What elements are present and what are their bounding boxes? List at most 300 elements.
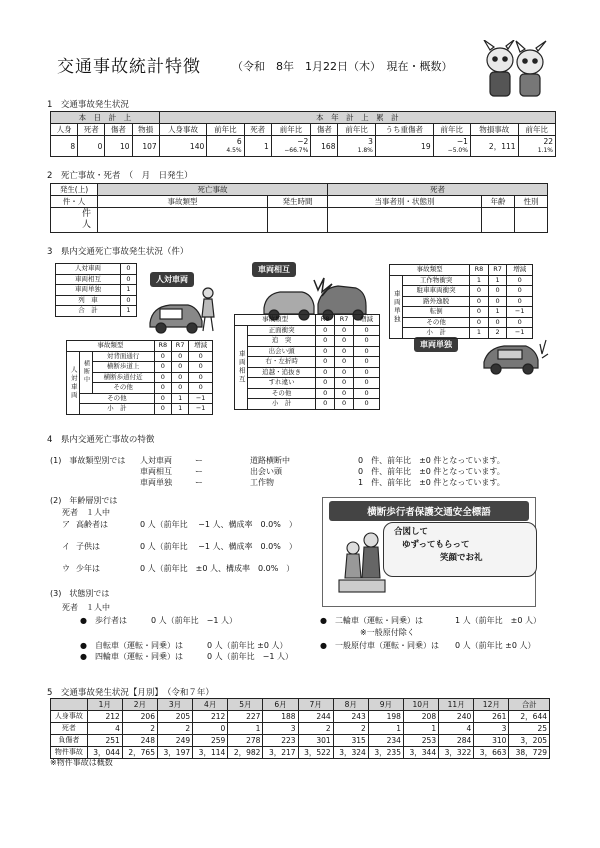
status-line: ● 自転車（運転・同乗）は 0 人（前年比 ±0 人） xyxy=(80,641,288,650)
year-col: 前年比 xyxy=(518,124,555,136)
status-line-right: ● 一般原付車（運転・同乗）は 0 人（前年比 ±0 人） xyxy=(320,641,536,650)
group-label: 車両相互 xyxy=(235,325,248,409)
month-value: 249 xyxy=(157,735,192,747)
year-value-number: 168 xyxy=(321,141,336,151)
year-value xyxy=(470,136,518,157)
type-line xyxy=(140,466,540,477)
month-header: 9月 xyxy=(368,699,403,711)
year-value-percent: 4.5% xyxy=(226,147,242,154)
month-value: 301 xyxy=(298,735,333,747)
r7-value: 0 xyxy=(488,296,507,307)
r8-value: 0 xyxy=(154,404,171,415)
age-line xyxy=(62,563,332,585)
today-col: 傷者 xyxy=(105,124,132,136)
subgroup-label: 横断中 xyxy=(80,351,93,393)
year-value-number: 6 xyxy=(236,137,242,146)
r7-value: 0 xyxy=(335,357,354,368)
summary-value: 0 xyxy=(120,295,136,306)
age-label: 高齢者は xyxy=(76,520,108,529)
month-value: 243 xyxy=(333,711,368,723)
type-subcategory: 道路横断中 xyxy=(250,456,290,465)
monthly-table xyxy=(50,698,550,759)
col-diff: 増減 xyxy=(507,265,533,276)
row-label: 物件事故 xyxy=(51,747,88,759)
row-label: 小 計 xyxy=(248,399,316,410)
year-col: 前年比 xyxy=(207,124,244,136)
r8-value: 0 xyxy=(470,307,489,318)
vehicle-vehicle-table xyxy=(234,314,380,410)
year-col: 死者 xyxy=(244,124,271,136)
row-label: その他 xyxy=(80,393,155,404)
status-line-right: ※一般原付除く xyxy=(360,628,415,637)
diff-value: 0 xyxy=(354,378,380,389)
year-col: 傷者 xyxy=(311,124,338,136)
year-value xyxy=(207,136,244,157)
year-value-number: 2，111 xyxy=(488,141,516,151)
diff-value: 0 xyxy=(189,372,213,383)
year-value xyxy=(338,136,375,157)
year-value-number: 3 xyxy=(368,137,373,146)
month-header: 1月 xyxy=(87,699,122,711)
age-cell xyxy=(482,208,515,233)
year-header: 本 年 計 上 累 計 xyxy=(159,112,555,124)
year-col: 物損事故 xyxy=(470,124,518,136)
month-value: 3，197 xyxy=(157,747,192,759)
today-value: 10 xyxy=(105,136,132,157)
month-value: 4 xyxy=(87,723,122,735)
month-value: 2 xyxy=(122,723,157,735)
month-value: 1 xyxy=(403,723,438,735)
diff-value: −1 xyxy=(507,328,533,339)
slogan-line-2: ゆずってもらって xyxy=(402,540,470,550)
month-value: 38，729 xyxy=(509,747,550,759)
month-header: 合計 xyxy=(509,699,550,711)
occurrence-header: 発生(上) xyxy=(51,184,98,196)
month-value: 3 xyxy=(263,723,298,735)
summary-value: 1 xyxy=(120,285,136,296)
col-diff: 増減 xyxy=(189,341,213,352)
year-value xyxy=(433,136,470,157)
by-status-heading: (3) 状態別では xyxy=(50,589,110,598)
year-col: うち重傷者 xyxy=(375,124,433,136)
row-label: その他 xyxy=(248,388,316,399)
today-col: 死者 xyxy=(78,124,105,136)
status-line: ● 歩行者は 0 人（前年比 −1 人） xyxy=(80,616,237,625)
row-label: 転倒 xyxy=(403,307,470,318)
row-label: その他 xyxy=(403,317,470,328)
month-value: 284 xyxy=(439,735,474,747)
count-nin: 人 xyxy=(81,220,91,230)
r7-value: 0 xyxy=(335,336,354,347)
month-value: 212 xyxy=(87,711,122,723)
r7-value: 0 xyxy=(172,351,189,362)
month-value: 3，217 xyxy=(263,747,298,759)
diff-value: −1 xyxy=(189,393,213,404)
year-col: 前年比 xyxy=(433,124,470,136)
count-cell xyxy=(51,208,98,233)
fatalities-header: 死者 xyxy=(328,184,548,196)
type-subcategory: 出会い頭 xyxy=(250,467,282,476)
col-r7: R7 xyxy=(488,265,507,276)
month-value: 2 xyxy=(298,723,333,735)
month-value: 227 xyxy=(228,711,263,723)
section-5-heading: 5 交通事故発生状況【月別】 （令和７年） xyxy=(47,688,214,698)
summary-label: 列 車 xyxy=(56,295,121,306)
r7-value: 1 xyxy=(172,404,189,415)
count-ken: 件 xyxy=(81,209,91,219)
row-label: 負傷者 xyxy=(51,735,88,747)
summary-label: 合 計 xyxy=(56,306,121,317)
month-header: 4月 xyxy=(193,699,228,711)
age-label: 少年は xyxy=(76,564,100,573)
report-date: （令和 8年 1月22日（木） 現在・概数） xyxy=(232,60,453,73)
summary-label: 車両単独 xyxy=(56,285,121,296)
tag-vehicle-vehicle: 車両相互 xyxy=(252,262,296,277)
single-vehicle-table xyxy=(389,264,533,339)
month-value: 2 xyxy=(157,723,192,735)
month-value: 259 xyxy=(193,735,228,747)
summary-value: 1 xyxy=(120,306,136,317)
diff-value: 0 xyxy=(354,399,380,410)
month-value: 3，344 xyxy=(403,747,438,759)
month-header: 12月 xyxy=(474,699,509,711)
slogan-box xyxy=(322,497,536,607)
row-label: 右・左折時 xyxy=(248,357,316,368)
month-value: 234 xyxy=(368,735,403,747)
summary-label: 人対車両 xyxy=(56,264,121,275)
today-col: 物損 xyxy=(132,124,159,136)
group-label: 車両単独 xyxy=(390,275,403,338)
section-3-heading: 3 県内交通死亡事故発生状況（件） xyxy=(47,247,189,257)
type-cell xyxy=(98,208,268,233)
month-value: 3 xyxy=(474,723,509,735)
section-1-heading: 1 交通事故発生状況 xyxy=(47,100,129,110)
fatal-accident-table xyxy=(50,183,548,233)
row-label: 横断歩道付近 xyxy=(92,372,154,383)
month-value: 244 xyxy=(298,711,333,723)
month-value: 25 xyxy=(509,723,550,735)
age-marker: イ xyxy=(62,542,70,551)
diff-value: 0 xyxy=(507,275,533,286)
year-col: 人身事故 xyxy=(159,124,207,136)
year-value-number: 1 xyxy=(264,141,269,151)
dash: ー xyxy=(195,456,203,465)
row-label: すれ違い xyxy=(248,378,316,389)
year-value-percent: −66.7% xyxy=(284,147,309,154)
year-value-percent: 1.8% xyxy=(357,147,373,154)
r7-value: 0 xyxy=(172,383,189,394)
year-value xyxy=(311,136,338,157)
col-r7: R7 xyxy=(335,315,354,326)
section-2-heading: 2 死亡事故・死者 （ 月 日発生） xyxy=(47,171,193,181)
col-type: 事故類型 xyxy=(390,265,470,276)
slogan-line-1: 合図して xyxy=(394,527,429,537)
fatal-accident-header: 死亡事故 xyxy=(98,184,328,196)
r8-value: 0 xyxy=(316,367,335,378)
dash: ー xyxy=(195,478,203,487)
r7-value: 2 xyxy=(488,328,507,339)
month-value: 212 xyxy=(193,711,228,723)
pedestrian-vehicle-table xyxy=(66,340,213,415)
month-header: 3月 xyxy=(157,699,192,711)
r8-value: 0 xyxy=(316,325,335,336)
count-person-header: 件・人 xyxy=(51,196,98,208)
month-value: 3，663 xyxy=(474,747,509,759)
month-value: 188 xyxy=(263,711,298,723)
col-diff: 増減 xyxy=(354,315,380,326)
row-label: 路外逸脱 xyxy=(403,296,470,307)
r7-value: 0 xyxy=(172,362,189,373)
month-value: 1 xyxy=(368,723,403,735)
col-r8: R8 xyxy=(154,341,171,352)
diff-value: 0 xyxy=(189,362,213,373)
diff-value: 0 xyxy=(354,346,380,357)
month-value: 315 xyxy=(333,735,368,747)
r7-value: 1 xyxy=(172,393,189,404)
row-label: 追 突 xyxy=(248,336,316,347)
r7-value: 0 xyxy=(335,388,354,399)
type-result: 1 件、前年比 ±0 件となっています。 xyxy=(358,478,505,487)
today-col: 人身 xyxy=(51,124,78,136)
diff-value: 0 xyxy=(354,325,380,336)
row-label: 横断歩道上 xyxy=(92,362,154,373)
month-value: 206 xyxy=(122,711,157,723)
month-value: 3，044 xyxy=(87,747,122,759)
row-label: その他 xyxy=(92,383,154,394)
today-value: 0 xyxy=(78,136,105,157)
r8-value: 0 xyxy=(316,388,335,399)
r8-value: 1 xyxy=(470,328,489,339)
r7-value: 1 xyxy=(488,307,507,318)
row-label: 死者 xyxy=(51,723,88,735)
year-col: 前年比 xyxy=(271,124,311,136)
r8-value: 0 xyxy=(154,372,171,383)
summary-value: 0 xyxy=(120,274,136,285)
r8-value: 0 xyxy=(316,378,335,389)
month-value: 3，324 xyxy=(333,747,368,759)
type-subcategory: 工作物 xyxy=(250,478,274,487)
age-header: 年齢 xyxy=(482,196,515,208)
r7-value: 0 xyxy=(335,378,354,389)
year-value xyxy=(375,136,433,157)
diff-value: −1 xyxy=(507,307,533,318)
diff-value: 0 xyxy=(189,383,213,394)
month-header: 7月 xyxy=(298,699,333,711)
month-value: 208 xyxy=(403,711,438,723)
r8-value: 0 xyxy=(470,286,489,297)
r7-value: 0 xyxy=(488,286,507,297)
pedestrian-car-illustration xyxy=(148,285,220,335)
type-category: 車両相互 xyxy=(140,467,172,476)
by-type-heading: (1) 事故類型別では xyxy=(50,456,126,465)
type-result: 0 件、前年比 ±0 件となっています。 xyxy=(358,456,505,465)
today-value: 107 xyxy=(132,136,159,157)
r8-value: 0 xyxy=(154,362,171,373)
month-value: 2，765 xyxy=(122,747,157,759)
year-value-number: 22 xyxy=(543,137,553,146)
r7-value: 0 xyxy=(488,317,507,328)
r7-value: 0 xyxy=(335,367,354,378)
diff-value: 0 xyxy=(354,388,380,399)
month-value: 0 xyxy=(193,723,228,735)
age-result: 0 人（前年比 ±0 人、構成率 0.0% ） xyxy=(140,564,295,573)
row-label: 駐車車両衝突 xyxy=(403,286,470,297)
r8-value: 0 xyxy=(154,393,171,404)
r8-value: 0 xyxy=(154,351,171,362)
year-value-number: −2 xyxy=(297,137,309,146)
time-header: 発生時間 xyxy=(268,196,328,208)
footnote: ※物件事故は概数 xyxy=(50,758,113,767)
diff-value: 0 xyxy=(507,296,533,307)
month-value: 251 xyxy=(87,735,122,747)
type-line xyxy=(140,477,540,488)
age-line xyxy=(62,519,332,541)
status-line-right: ● 二輪車（運転・同乗）は 1 人（前年比 ±0 人） xyxy=(320,616,541,625)
r8-value: 0 xyxy=(154,383,171,394)
status-line: ● 四輪車（運転・同乗）は 0 人（前年比 −1 人） xyxy=(80,652,293,661)
year-value xyxy=(271,136,311,157)
by-status-subhead: 死者 １人中 xyxy=(62,603,110,612)
month-value: 253 xyxy=(403,735,438,747)
month-value: 278 xyxy=(228,735,263,747)
today-header: 本 日 計 上 xyxy=(51,112,160,124)
r8-value: 0 xyxy=(316,399,335,410)
month-value: 3，114 xyxy=(193,747,228,759)
row-label: 小 計 xyxy=(80,404,155,415)
col-r7: R7 xyxy=(172,341,189,352)
slogan-bubble xyxy=(383,522,537,577)
r8-value: 0 xyxy=(316,346,335,357)
age-result: 0 人（前年比 −1 人、構成率 0.0% ） xyxy=(140,520,297,529)
party-cell xyxy=(328,208,482,233)
month-value: 205 xyxy=(157,711,192,723)
month-value: 310 xyxy=(474,735,509,747)
today-value: 8 xyxy=(51,136,78,157)
tag-pedestrian-vehicle: 人対車両 xyxy=(150,272,194,287)
year-value-number: −1 xyxy=(456,137,468,146)
year-value-number: 19 xyxy=(421,141,431,151)
row-label: 対背面通行 xyxy=(92,351,154,362)
col-type: 事故類型 xyxy=(67,341,155,352)
type-line xyxy=(140,455,540,466)
month-header: 11月 xyxy=(439,699,474,711)
diff-value: 0 xyxy=(507,317,533,328)
month-value: 2，982 xyxy=(228,747,263,759)
tag-single-vehicle: 車両単独 xyxy=(414,337,458,352)
month-header: 10月 xyxy=(403,699,438,711)
month-value: 3，522 xyxy=(298,747,333,759)
year-value xyxy=(518,136,555,157)
time-cell xyxy=(268,208,328,233)
party-header: 当事者別・状態別 xyxy=(328,196,482,208)
col-r8: R8 xyxy=(470,265,489,276)
type-header: 事故類型 xyxy=(98,196,268,208)
age-line xyxy=(62,541,332,563)
month-header: 5月 xyxy=(228,699,263,711)
year-value xyxy=(244,136,271,157)
by-age-heading: (2) 年齢層別では xyxy=(50,496,118,505)
month-value: 3，205 xyxy=(509,735,550,747)
year-value xyxy=(159,136,207,157)
fatal-summary-table xyxy=(55,263,137,317)
month-value: 261 xyxy=(474,711,509,723)
r8-value: 0 xyxy=(470,317,489,328)
summary-label: 車両相互 xyxy=(56,274,121,285)
dash: ー xyxy=(195,467,203,476)
month-header: 2月 xyxy=(122,699,157,711)
r8-value: 0 xyxy=(470,296,489,307)
r7-value: 0 xyxy=(335,325,354,336)
row-label: 追越・追抜き xyxy=(248,367,316,378)
year-value-number: 140 xyxy=(189,141,205,151)
r8-value: 0 xyxy=(316,357,335,368)
year-value-percent: −5.0% xyxy=(447,147,468,154)
by-age-list xyxy=(62,519,332,585)
diff-value: 0 xyxy=(354,336,380,347)
month-value: 3，235 xyxy=(368,747,403,759)
month-value: 248 xyxy=(122,735,157,747)
year-value-percent: 1.1% xyxy=(537,147,553,154)
month-header: 8月 xyxy=(333,699,368,711)
month-header: 6月 xyxy=(263,699,298,711)
summary-value: 0 xyxy=(120,264,136,275)
diff-value: −1 xyxy=(189,404,213,415)
slogan-title: 横断歩行者保護交通安全標語 xyxy=(329,501,529,521)
month-value: 2，644 xyxy=(509,711,550,723)
row-label: 工作物衝突 xyxy=(403,275,470,286)
accident-summary-table xyxy=(50,111,556,157)
by-type-list xyxy=(140,455,540,488)
r8-value: 1 xyxy=(470,275,489,286)
mascot-illustration xyxy=(480,40,550,102)
sex-cell xyxy=(515,208,548,233)
month-value: 223 xyxy=(263,735,298,747)
type-result: 0 件、前年比 ±0 件となっています。 xyxy=(358,467,505,476)
month-value: 1 xyxy=(228,723,263,735)
r7-value: 0 xyxy=(335,399,354,410)
row-label: 出会い頭 xyxy=(248,346,316,357)
group-label: 人対車両 xyxy=(67,351,80,414)
page-title: 交通事故統計特徴 xyxy=(57,57,201,77)
col-type: 事故類型 xyxy=(235,315,316,326)
month-value: 2 xyxy=(333,723,368,735)
age-marker: ア xyxy=(62,520,70,529)
row-label: 小 計 xyxy=(403,328,470,339)
r8-value: 0 xyxy=(316,336,335,347)
r7-value: 0 xyxy=(335,346,354,357)
month-value: 198 xyxy=(368,711,403,723)
diff-value: 0 xyxy=(507,286,533,297)
age-marker: ウ xyxy=(62,564,70,573)
year-col: 前年比 xyxy=(338,124,375,136)
month-value: 3，322 xyxy=(439,747,474,759)
slogan-line-3: 笑顔でお礼 xyxy=(440,553,483,563)
sex-header: 性別 xyxy=(515,196,548,208)
section-4-heading: 4 県内交通死亡事故の特徴 xyxy=(47,435,155,445)
corner-cell xyxy=(51,699,88,711)
row-label: 正面衝突 xyxy=(248,325,316,336)
col-r8: R8 xyxy=(316,315,335,326)
diff-value: 0 xyxy=(354,367,380,378)
row-label: 人身事故 xyxy=(51,711,88,723)
diff-value: 0 xyxy=(189,351,213,362)
children-illustration xyxy=(337,526,387,602)
by-age-subhead: 死者 １人中 xyxy=(62,508,110,517)
r7-value: 1 xyxy=(488,275,507,286)
age-label: 子供は xyxy=(76,542,100,551)
month-value: 240 xyxy=(439,711,474,723)
r7-value: 0 xyxy=(172,372,189,383)
